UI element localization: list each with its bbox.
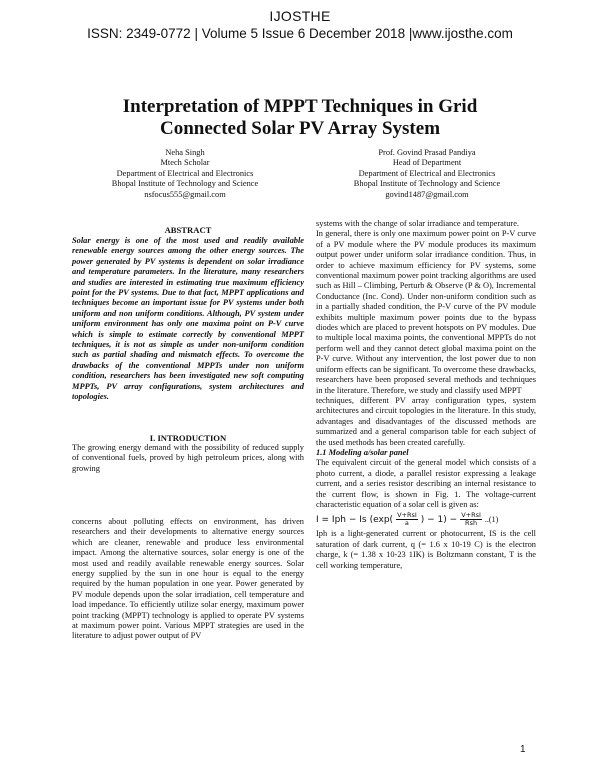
author-dept: Department of Electrical and Electronics <box>116 168 254 178</box>
abstract-text: Solar energy is one of the most used and readily available renewable energy sources among the other energy sources. The power generated by PV systems is dependent on solar irradiance and temperature parameters. In the literature, many researchers and studies are interested in estimating true maximum efficiency point for the PV systems. Due to that fact, MPPT applications and techniques become an important issue for PV systems under both uniform and non uniform conditions. Although, PV system under uniform environment has only one maxima point on P-V curve which is simple to estimate correctly by conventional MPPT techniques, it is not as simple as under non-uniform condition such as partial shading and mismatch effects. To overcome the drawbacks of the conventional MPPTs under non uniform condition, researchers has been investigated new soft computing MPPTs, PV array configurations, system architectures and topologies. <box>72 236 304 402</box>
eq-frac2-num: V+RsI <box>461 511 481 520</box>
paper-title <box>40 96 560 140</box>
right-paragraph-1: systems with the change of solar irradiance and temperature. <box>316 219 520 228</box>
right-paragraph-5: Iph is a light-generated current or photocurrent, IS is the cell saturation of dark current, q (= 1.6 x 10-19 C) is the electron charge, k (= 1.38 x 10-23 1IK) is Boltzmann constant, T is the cell working temperature, <box>316 529 536 570</box>
author-name: Prof. Govind Prasad Pandiya <box>378 148 476 157</box>
solar-cell-equation <box>316 512 536 527</box>
author-role: Head of Department <box>392 158 462 168</box>
page-number: 1 <box>520 744 526 755</box>
intro-paragraph-2: concerns about polluting effects on environment, has driven researchers and their developments to alternative energy sources which are cleaner, renewable and produce less environmental impact. Among the alternative sources, solar energy is one of the most used and readily available renewable energy sources. Solar energy supplied by the sun in one hour is equal to the energy required by the human population in one year. Power generated by PV module depends upon the solar irradiation, cell temperature and load impedance. To efficiently utilize solar energy, maximum power point tracking (MPPT) technology is applied to operate PV systems at maximum power point. Various MPPT strategies are used in the literature to adjust power output of PV <box>72 517 304 641</box>
right-paragraph-2: In general, there is only one maximum power point on P-V curve of a PV module where the PV module produces its maximum output power under uniform solar irradiance condition. Thus, in order to achieve maximum efficiency for PV systems, some conventional maximum power point tracking algorithms are used such as Hill – Climbing, Perturb & Observe (P & O), Incremental Conductance (Inc. Cond). Under non-uniform condition such as in a partially shaded condition, the P-V curve of the PV module exhibits multiple maximum power points due to the bypass diodes which are placed to prevent hotspots on PV modules. Due to multiple local maxima points, the conventional MPPTs do not perform well and they cannot detect global maxima point on the P-V curve. Without any intervention, the lost power due to non uniform effects can be significant. To overcome these drawbacks, researchers have been proposed several methods and techniques in the literature. Therefore, we study and classify used MPPT <box>316 229 536 395</box>
title-line-2: Connected Solar PV Array System <box>159 118 441 139</box>
introduction-heading: I. INTRODUCTION <box>149 433 227 443</box>
eq-frac2-den: Rsh <box>465 519 478 528</box>
eq-reference: ..(1) <box>484 514 499 524</box>
author-inst: Bhopal Institute of Technology and Science <box>111 179 259 189</box>
author-email[interactable]: nsfocus555@gmail.com <box>144 189 226 199</box>
author-block-1 <box>65 148 305 200</box>
title-line-1: Interpretation of MPPT Techniques in Grid <box>122 96 478 117</box>
author-block-2 <box>307 148 547 200</box>
author-email[interactable]: govind1487@gmail.com <box>385 189 469 199</box>
eq-frac1-den: a <box>404 519 409 528</box>
eq-exp-close: ) − 1) − <box>420 514 458 525</box>
section-subheading: 1.1 Modeling a/solar panel <box>316 447 409 457</box>
author-role: Mtech Scholar <box>160 158 210 168</box>
eq-lhs: I = Iph − Is <box>316 514 367 525</box>
author-dept: Department of Electrical and Electronics <box>358 168 496 178</box>
right-column <box>316 219 536 571</box>
abstract-heading: ABSTRACT <box>164 225 212 235</box>
journal-name: IJOSTHE <box>269 8 331 24</box>
author-inst: Bhopal Institute of Technology and Science <box>353 179 501 189</box>
eq-fraction-2 <box>460 512 482 527</box>
right-paragraph-3: techniques, different PV array configuration types, system architectures and circuit topologies in the literature. In this study, advantages and disadvantages of the discussed methods are summarized and a general comparison table for each subject of the used methods has been created carefully. <box>316 395 536 447</box>
author-name: Neha Singh <box>165 148 205 157</box>
eq-exp-open: (exp( <box>369 514 394 525</box>
issue-line: ISSN: 2349-0772 | Volume 5 Issue 6 December 2018 |www.ijosthe.com <box>87 26 513 41</box>
eq-frac1-num: V+RsI <box>397 511 417 520</box>
right-paragraph-4: The equivalent circuit of the general model which consists of a photo current, a diode, a parallel resistor expressing a leakage current, and a series resistor describing an internal resistance to the current flow, is shown in Fig. 1. The voltage-current characteristic equation of a solar cell is given as: <box>316 458 536 509</box>
intro-paragraph-1: The growing energy demand with the possibility of reduced supply of conventional fuels, proved by high petroleum prices, along with growing <box>72 443 304 473</box>
eq-fraction-1 <box>396 512 418 527</box>
